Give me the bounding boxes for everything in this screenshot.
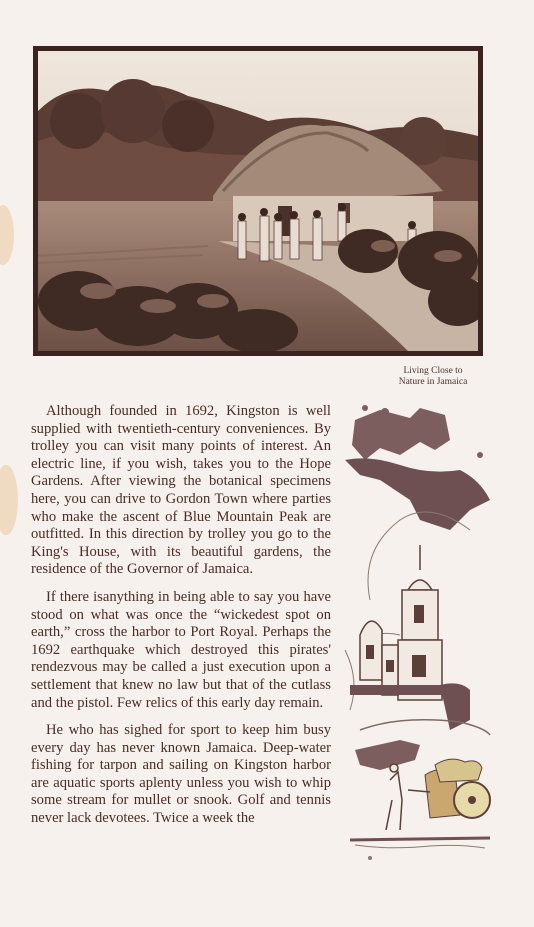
photo-caption (380, 366, 486, 388)
caption-line-1: Living Close to (403, 366, 463, 376)
church-tower-and-ox-cart-sketch-icon (340, 400, 500, 870)
paper-stain (0, 465, 18, 535)
body-text (31, 403, 331, 838)
paper-stain (0, 205, 14, 265)
caption-line-2: Nature in Jamaica (398, 377, 468, 387)
village-thatched-hut-photo-icon (38, 51, 478, 351)
village-photo (33, 46, 483, 356)
paragraph-port-royal: If there isanything in being able to say you have stood on what was once the “wickedest spot on earth,” cross the harbor to Port Royal. Perhaps the 1692 earthquake which destroyed this pirates' rendezvous may be called a just execution upon a settlement that knew no law but that of the cutlass and the pistol. Few relics of this early day remain. (31, 588, 331, 711)
paragraph-sport: He who has sighed for sport to keep him busy every day has never known Jamaica. Deep-water fishing for tarpon and sailing on Kingston harbor are aquatic sports aplenty unless you wish to whip some stream for mullet or snook. Golf and tennis never lack devotees. Twice a week the (31, 722, 331, 827)
paragraph-kingston: Although founded in 1692, Kingston is well supplied with twentieth-century conveniences. By trolley you can visit many points of interest. An electric line, if you wish, takes you to the Hope Gardens. After viewing the botanical specimens here, you can drive to Gordon Town where parties who make the ascent of Blue Mountain Peak are outfitted. In this direction by trolley you go to the King's House, with its beautiful gardens, the residence of the Governor of Jamaica. (31, 403, 331, 578)
